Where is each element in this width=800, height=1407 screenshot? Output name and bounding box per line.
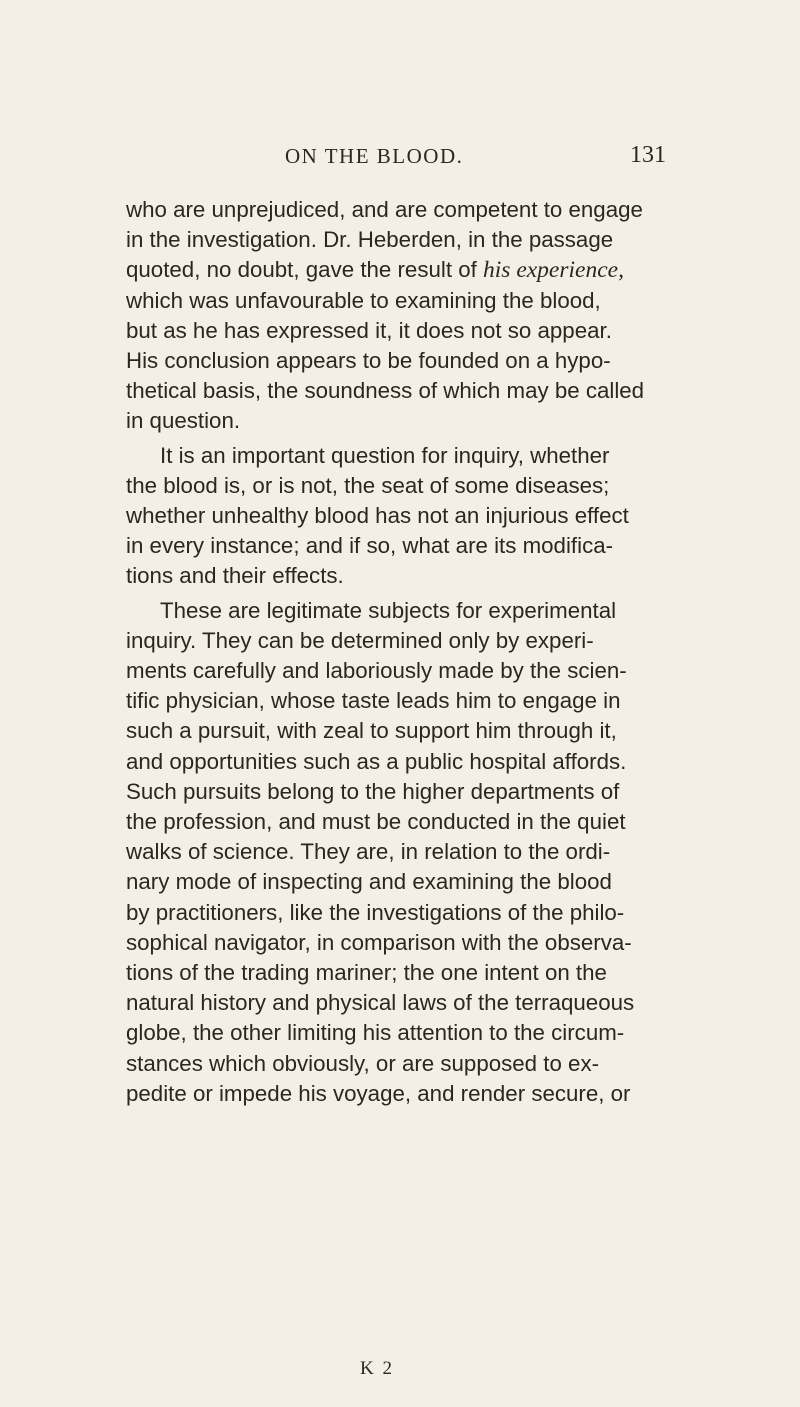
paragraph-3 bbox=[126, 596, 686, 1109]
text-line: His conclusion appears to be founded on a hypo- bbox=[126, 348, 611, 374]
text-line: but as he has expressed it, it does not so appear. bbox=[126, 317, 612, 343]
text-line: by practitioners, like the investigations of the philo- bbox=[126, 899, 625, 925]
text-line: the blood is, or is not, the seat of some diseases; bbox=[126, 472, 610, 498]
text-line: pedite or impede his voyage, and render secure, or bbox=[126, 1080, 631, 1106]
text-line: tific physician, whose taste leads him to engage in bbox=[126, 688, 621, 714]
text-fragment: It is an important question for inquiry, whether bbox=[160, 442, 610, 468]
running-title: ON THE BLOOD. bbox=[285, 144, 464, 168]
text-line: globe, the other limiting his attention to the circum- bbox=[126, 1020, 625, 1046]
page-number: 131 bbox=[630, 142, 666, 168]
paragraph-1 bbox=[126, 195, 686, 437]
text-line: in every instance; and if so, what are its modifica- bbox=[126, 533, 614, 559]
text-line: in question. bbox=[126, 408, 241, 434]
text-line: the profession, and must be conducted in the quiet bbox=[126, 809, 626, 835]
text-line: which was unfavourable to examining the blood, bbox=[126, 287, 601, 313]
text-line: whether unhealthy blood has not an injurious effect bbox=[126, 503, 629, 529]
text-line: inquiry. They can be determined only by experi- bbox=[126, 627, 594, 653]
text-fragment: quoted, no doubt, gave the result of bbox=[126, 257, 484, 283]
text-line: natural history and physical laws of the terraqueous bbox=[126, 990, 635, 1016]
text-line: ments carefully and laboriously made by the scien- bbox=[126, 658, 627, 684]
text-line: walks of science. They are, in relation to the ordi- bbox=[126, 839, 611, 865]
text-line: in the investigation. Dr. Heberden, in the passage bbox=[126, 227, 614, 253]
signature-mark: K 2 bbox=[360, 1358, 394, 1379]
text-line-indented bbox=[126, 441, 686, 471]
text-line: nary mode of inspecting and examining the blood bbox=[126, 869, 612, 895]
italic-phrase: his experience, bbox=[483, 257, 624, 284]
text-line: tions of the trading mariner; the one intent on the bbox=[126, 960, 607, 986]
paragraph-2 bbox=[126, 441, 686, 592]
running-head bbox=[0, 140, 800, 180]
text-line: Such pursuits belong to the higher departments of bbox=[126, 778, 620, 804]
body-text bbox=[126, 195, 686, 1113]
text-line: thetical basis, the soundness of which may be called bbox=[126, 378, 645, 404]
text-line: tions and their effects. bbox=[126, 563, 344, 589]
text-line: stances which obviously, or are supposed to ex- bbox=[126, 1050, 600, 1076]
text-line-indented bbox=[126, 596, 686, 626]
text-line: and opportunities such as a public hospital affords. bbox=[126, 748, 627, 774]
text-line: such a pursuit, with zeal to support him through it, bbox=[126, 718, 617, 744]
text-line-with-italic bbox=[126, 255, 686, 285]
text-line: sophical navigator, in comparison with the observa- bbox=[126, 929, 632, 955]
text-fragment: These are legitimate subjects for experimental bbox=[160, 597, 617, 623]
text-line: who are unprejudiced, and are competent to engage bbox=[126, 197, 643, 222]
